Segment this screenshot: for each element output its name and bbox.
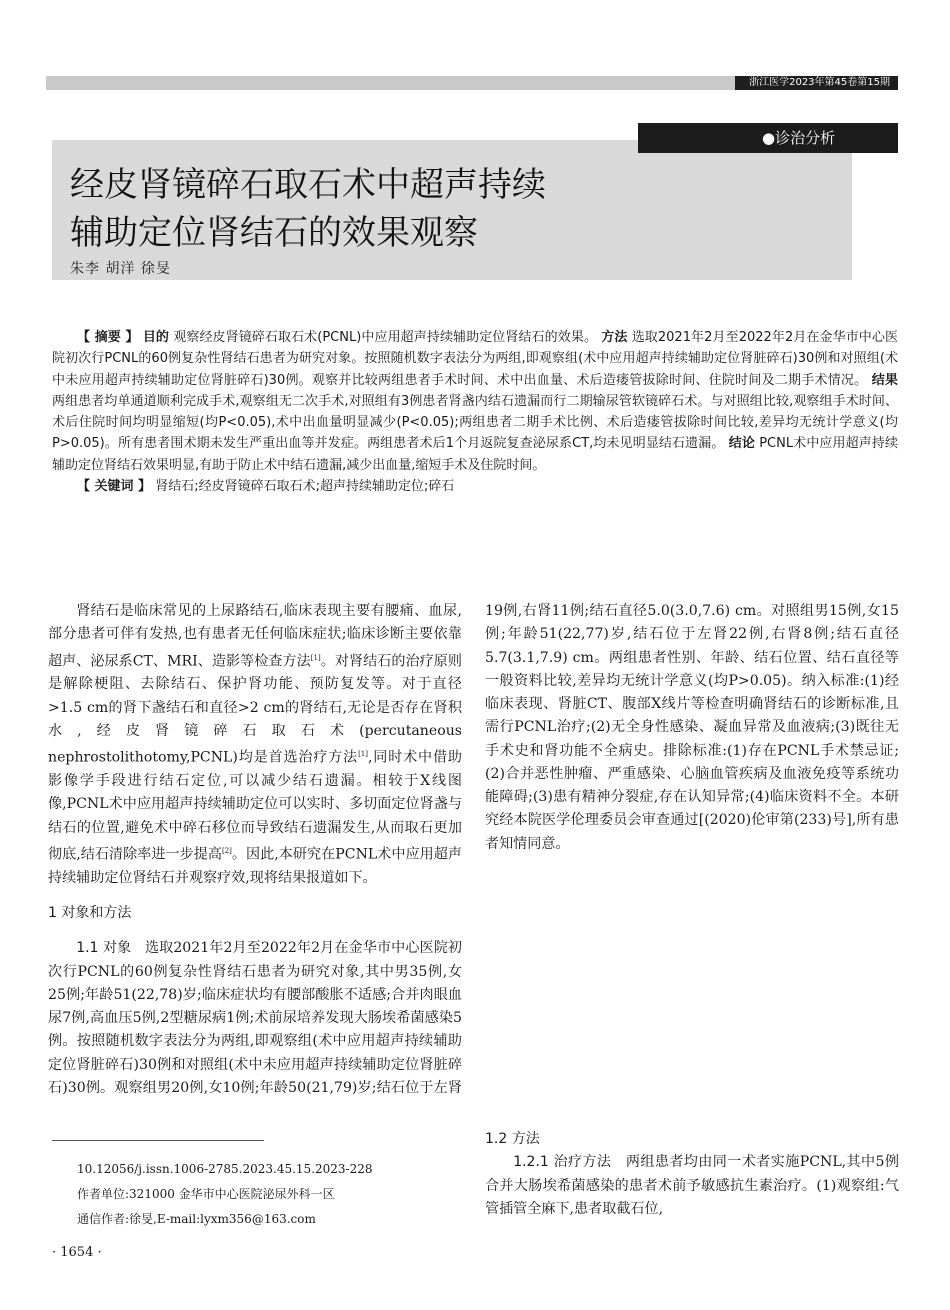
results-text: 两组患者均单通道顺利完成手术,观察组无二次手术,对照组有3例患者肾盏内结石遗漏而行二期输尿管软镜碎石术。与对照组比较,观察组手术时间、术后住院时间均明显缩短(均P<0.05),术中出血量明显减少(P<0.05);两组患者二期手术比例、术后造瘘管拔除时间比较,差异均无统计学意义(均P>0.05)。所有患者围术期未发生严重出血等并发症。两组患者术后1个月返院复查泌尿系CT,均未见明显结石遗漏。 (52, 393, 898, 452)
citation-3: [2] (221, 846, 232, 855)
keywords (52, 476, 898, 497)
authors: 朱李 胡洋 徐旻 (70, 261, 171, 277)
left-column (48, 600, 899, 1113)
section-1-1-text: 选取2021年2月至2022年2月在金华市中心医院初次行PCNL的60例复杂性肾结石患者为研究对象,其中男35例,女25例;年龄51(22,78)岁;临床症状均有腰部酸胀不适感;合并肉眼血尿7例,高血压5例,2型糖尿病1例;术前尿培养发现大肠埃希菌感染5例。按照随机数字表法分为两组,即观察组(术中应用超声持续辅助定位肾脏碎石)30例和对照组(术中未应用超声持续辅助定位肾脏碎石)30例。观察组男20例,女10例;年龄50(21,79)岁;结石位于左肾19例,右肾11例;结石直径5.0(3.0,7.6) cm。对照组男15例,女15例;年龄51(22,77)岁,结石位于左肾22例,右肾8例;结石直径5.7(3.1,7.9) cm。两组患者性别、年龄、结石位置、结石直径等一般资料比较,差异均无统计学意义(均P>0.05)。纳入标准:(1)经临床表现、肾脏CT、腹部X线片等检查明确肾结石的诊断标准,且需行PCNL治疗;(2)无全身性感染、凝血异常及血液病;(3)既往无手术史和肾功能不全病史。排除标准:(1)存在PCNL手术禁忌证;(2)合并恶性肿瘤、严重感染、心脑血管疾病及血液免疫等系统功能障碍;(3)患有精神分裂症,存在认知异常;(4)临床资料不全。本研究经本院医学伦理委员会审查通过[(2020)伦审第(233)号],所有患者知情同意。 (48, 603, 899, 1096)
conclusion-label: 结论 (728, 436, 755, 452)
author-affiliation: 作者单位:321000 金华市中心医院泌尿外科一区 (77, 1187, 335, 1201)
right-column (485, 1128, 899, 1221)
intro-paragraph (48, 600, 462, 890)
abstract (52, 327, 898, 497)
journal-info: 浙江医学2023年第45卷第15期 (735, 76, 898, 90)
methods-text: 选取2021年2月至2022年2月在金华市中心医院初次行PCNL的60例复杂性肾结石患者为研究对象。按照随机数字表法分为两组,即观察组(术中应用超声持续辅助定位肾脏碎石)30例和对照组(术中未应用超声持续辅助定位肾脏碎石)30例。观察并比较两组患者手术时间、术中出血量、术后造瘘管拔除时间、住院时间及二期手术情况。 (52, 330, 898, 388)
footnotes (77, 1157, 373, 1232)
footnote-divider (52, 1140, 264, 1141)
section-1-2-1-text: 两组患者均由同一术者实施PCNL,其中5例合并大肠埃希菌感染的患者术前予敏感抗生素治疗。(1)观察组:气管插管全麻下,患者取截石位, (485, 1154, 899, 1217)
doi: 10.12056/j.issn.1006-2785.2023.45.15.2023-228 (77, 1162, 373, 1176)
abstract-label: 【 摘要 】 (77, 330, 139, 345)
correspondence: 通信作者:徐旻,E-mail:lyxm356@163.com (77, 1212, 316, 1226)
section-1-heading: 1 对象和方法 (48, 905, 132, 922)
intro-text-4: 。因此,本研究在PCNL术中应用超声持续辅助定位肾结石并观察疗效,现将结果报道如下。 (48, 846, 462, 886)
conclusion-text: PCNL术中应用超声持续辅助定位肾结石效果明显,有助于防止术中结石遗漏,减少出血量,缩短手术及住院时间。 (52, 436, 898, 473)
section-1-1-label: 1.1 对象 (76, 940, 132, 957)
page-number: · 1654 · (52, 1245, 102, 1260)
intro-text-2: 。对肾结石的治疗原则是解除梗阻、去除结石、保护肾功能、预防复发等。对于直径>1.5 cm的肾下盏结石和直径>2 cm的肾结石,无论是否存在肾积水,经皮肾镜碎石取石术(percutaneous nephrostolithotomy,PCNL)均是首选治疗方法 (48, 653, 463, 766)
header-bar (46, 76, 898, 90)
intro-text-1: 肾结石是临床常见的上尿路结石,临床表现主要有腰痛、血尿,部分患者可伴有发热,也有患者无任何临床症状;临床诊断主要依靠超声、泌尿系CT、MRI、造影等检查方法 (48, 603, 462, 670)
methods-label: 方法 (601, 330, 628, 345)
intro-text-3: ,同时术中借助影像学手段进行结石定位,可以减少结石遗漏。相较于X线图像,PCNL术中应用超声持续辅助定位可以实时、多切面定位肾盏与结石的位置,避免术中碎石移位而导致结石遗漏发生,从而取石更加彻底,结石清除率进一步提高 (48, 749, 462, 863)
section-1-2-heading: 1.2 方法 (485, 1131, 540, 1147)
keywords-label: 【 关键词 】 (77, 479, 152, 495)
section-tag: ●诊治分析 (638, 123, 898, 153)
results-label: 结果 (871, 372, 898, 388)
citation-2: [1] (358, 750, 368, 759)
section-1-2-1 (485, 1151, 899, 1221)
article-title-line1: 经皮肾镜碎石取石术中超声持续 (70, 165, 546, 205)
section-1-2-1-label: 1.2.1 治疗方法 (513, 1154, 612, 1171)
keywords-text: 肾结石;经皮肾镜碎石取石术;超声持续辅助定位;碎石 (155, 479, 455, 495)
objective-label: 目的 (142, 330, 170, 345)
objective-text: 观察经皮肾镜碎石取石术(PCNL)中应用超声持续辅助定位肾结石的效果。 (173, 330, 598, 345)
abstract-paragraph (52, 327, 898, 476)
article-title-line2: 辅助定位肾结石的效果观察 (70, 213, 478, 253)
citation-1: [1] (310, 653, 321, 662)
